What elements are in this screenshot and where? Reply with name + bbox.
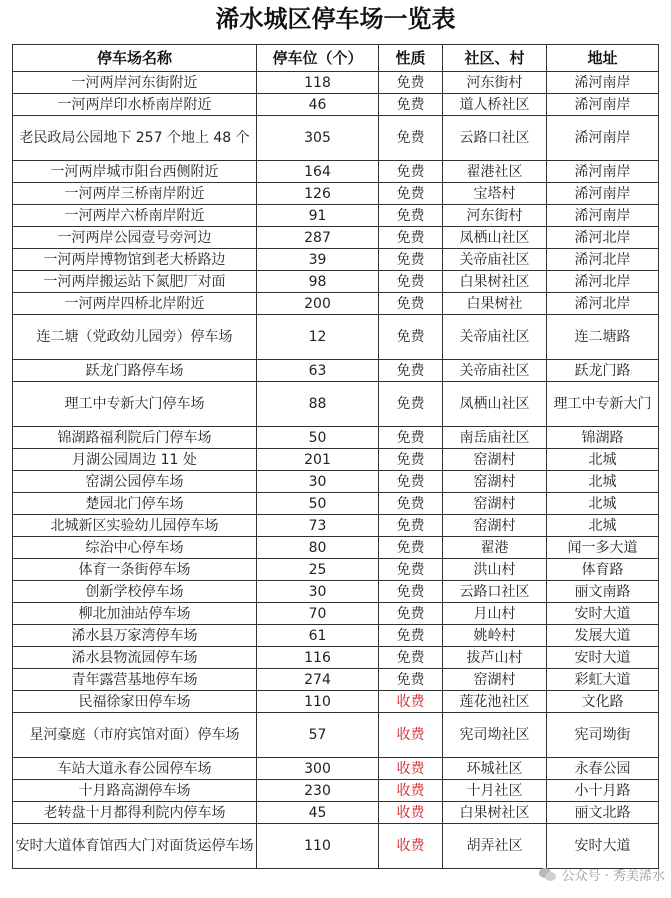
cell-community: 关帝庙社区: [443, 315, 547, 360]
header-address: 地址: [547, 45, 659, 72]
cell-name: 民福徐家田停车场: [13, 691, 257, 713]
cell-community: 关帝庙社区: [443, 249, 547, 271]
watermark-text: 公众号 · 秀美浠水: [561, 869, 665, 884]
table-row: [13, 227, 659, 249]
cell-community: 窑湖村: [443, 669, 547, 691]
table-row: [13, 515, 659, 537]
cell-address: 理工中专新大门: [547, 382, 659, 427]
cell-type: 免费: [379, 382, 443, 427]
cell-type: 收费: [379, 758, 443, 780]
cell-community: 环城社区: [443, 758, 547, 780]
cell-type: 免费: [379, 669, 443, 691]
cell-community: 洪山村: [443, 559, 547, 581]
cell-community: 姚岭村: [443, 625, 547, 647]
cell-name: 连二塘（党政幼儿园旁）停车场: [13, 315, 257, 360]
cell-community: 河东街村: [443, 72, 547, 94]
table-row: [13, 603, 659, 625]
cell-type: 免费: [379, 603, 443, 625]
table-row: [13, 271, 659, 293]
cell-type: 免费: [379, 94, 443, 116]
table-row: [13, 537, 659, 559]
cell-address: 浠河南岸: [547, 183, 659, 205]
cell-spaces: 118: [257, 72, 379, 94]
cell-name: 一河两岸印水桥南岸附近: [13, 94, 257, 116]
cell-name: 创新学校停车场: [13, 581, 257, 603]
cell-community: 窑湖村: [443, 493, 547, 515]
cell-spaces: 73: [257, 515, 379, 537]
cell-name: 一河两岸河东街附近: [13, 72, 257, 94]
watermark: [539, 865, 665, 884]
table-row: [13, 647, 659, 669]
cell-community: 宝塔村: [443, 183, 547, 205]
cell-community: 道人桥社区: [443, 94, 547, 116]
table-row: [13, 449, 659, 471]
table-row: [13, 758, 659, 780]
cell-address: 浠河南岸: [547, 205, 659, 227]
cell-spaces: 80: [257, 537, 379, 559]
cell-type: 免费: [379, 315, 443, 360]
table-row: [13, 581, 659, 603]
cell-spaces: 12: [257, 315, 379, 360]
table-body: [13, 72, 659, 869]
cell-name: 一河两岸城市阳台西侧附近: [13, 161, 257, 183]
cell-spaces: 305: [257, 116, 379, 161]
cell-community: 莲花池社区: [443, 691, 547, 713]
cell-spaces: 46: [257, 94, 379, 116]
cell-community: 云路口社区: [443, 581, 547, 603]
cell-type: 免费: [379, 72, 443, 94]
cell-community: 翟港: [443, 537, 547, 559]
cell-name: 一河两岸公园壹号旁河边: [13, 227, 257, 249]
table-row: [13, 493, 659, 515]
cell-address: 发展大道: [547, 625, 659, 647]
cell-spaces: 110: [257, 691, 379, 713]
table-row: [13, 116, 659, 161]
cell-address: 浠河北岸: [547, 227, 659, 249]
cell-name: 理工中专新大门停车场: [13, 382, 257, 427]
cell-type: 免费: [379, 183, 443, 205]
cell-community: 凤栖山社区: [443, 382, 547, 427]
cell-spaces: 39: [257, 249, 379, 271]
cell-name: 体育一条街停车场: [13, 559, 257, 581]
cell-name: 楚园北门停车场: [13, 493, 257, 515]
cell-name: 浠水县万家湾停车场: [13, 625, 257, 647]
table-row: [13, 802, 659, 824]
cell-community: 宪司坳社区: [443, 713, 547, 758]
cell-type: 免费: [379, 559, 443, 581]
cell-spaces: 57: [257, 713, 379, 758]
cell-type: 免费: [379, 427, 443, 449]
cell-name: 老民政局公园地下 257 个地上 48 个: [13, 116, 257, 161]
cell-type: 免费: [379, 515, 443, 537]
cell-type: 收费: [379, 713, 443, 758]
cell-type: 免费: [379, 581, 443, 603]
cell-address: 浠河北岸: [547, 271, 659, 293]
table-row: [13, 249, 659, 271]
cell-type: 免费: [379, 293, 443, 315]
cell-name: 综治中心停车场: [13, 537, 257, 559]
cell-spaces: 164: [257, 161, 379, 183]
cell-address: 闻一多大道: [547, 537, 659, 559]
table-row: [13, 780, 659, 802]
cell-name: 青年露营基地停车场: [13, 669, 257, 691]
cell-spaces: 287: [257, 227, 379, 249]
cell-spaces: 50: [257, 427, 379, 449]
cell-spaces: 45: [257, 802, 379, 824]
cell-address: 浠河南岸: [547, 94, 659, 116]
cell-name: 锦湖路福利院后门停车场: [13, 427, 257, 449]
cell-address: 北城: [547, 471, 659, 493]
cell-address: 浠河南岸: [547, 116, 659, 161]
cell-spaces: 88: [257, 382, 379, 427]
cell-spaces: 200: [257, 293, 379, 315]
cell-spaces: 116: [257, 647, 379, 669]
cell-type: 免费: [379, 625, 443, 647]
cell-name: 星河豪庭（市府宾馆对面）停车场: [13, 713, 257, 758]
cell-type: 免费: [379, 449, 443, 471]
cell-community: 窑湖村: [443, 515, 547, 537]
cell-community: 南岳庙社区: [443, 427, 547, 449]
cell-spaces: 201: [257, 449, 379, 471]
cell-address: 文化路: [547, 691, 659, 713]
cell-address: 永春公园: [547, 758, 659, 780]
cell-spaces: 274: [257, 669, 379, 691]
cell-type: 免费: [379, 493, 443, 515]
cell-type: 免费: [379, 537, 443, 559]
table-header-row: [13, 45, 659, 72]
cell-spaces: 30: [257, 581, 379, 603]
cell-community: 河东街村: [443, 205, 547, 227]
cell-name: 一河两岸六桥南岸附近: [13, 205, 257, 227]
cell-address: 浠河南岸: [547, 72, 659, 94]
cell-name: 一河两岸四桥北岸附近: [13, 293, 257, 315]
cell-address: 连二塘路: [547, 315, 659, 360]
cell-type: 免费: [379, 161, 443, 183]
cell-spaces: 30: [257, 471, 379, 493]
cell-community: 关帝庙社区: [443, 360, 547, 382]
cell-type: 免费: [379, 360, 443, 382]
cell-address: 丽文北路: [547, 802, 659, 824]
cell-type: 免费: [379, 205, 443, 227]
cell-community: 云路口社区: [443, 116, 547, 161]
cell-name: 一河两岸搬运站下氮肥厂对面: [13, 271, 257, 293]
cell-address: 北城: [547, 515, 659, 537]
cell-name: 柳北加油站停车场: [13, 603, 257, 625]
cell-name: 一河两岸博物馆到老大桥路边: [13, 249, 257, 271]
cell-name: 十月路高湖停车场: [13, 780, 257, 802]
cell-address: 浠河北岸: [547, 293, 659, 315]
cell-type: 收费: [379, 824, 443, 869]
cell-spaces: 98: [257, 271, 379, 293]
header-type: 性质: [379, 45, 443, 72]
cell-type: 收费: [379, 802, 443, 824]
cell-name: 浠水县物流园停车场: [13, 647, 257, 669]
cell-address: 锦湖路: [547, 427, 659, 449]
header-community: 社区、村: [443, 45, 547, 72]
header-spaces: 停车位（个）: [257, 45, 379, 72]
cell-address: 体育路: [547, 559, 659, 581]
table-row: [13, 669, 659, 691]
cell-type: 收费: [379, 691, 443, 713]
table-row: [13, 471, 659, 493]
table-row: [13, 315, 659, 360]
cell-community: 窑湖村: [443, 471, 547, 493]
table-row: [13, 824, 659, 869]
cell-spaces: 63: [257, 360, 379, 382]
cell-name: 老转盘十月都得利院内停车场: [13, 802, 257, 824]
table-row: [13, 382, 659, 427]
table-row: [13, 713, 659, 758]
cell-address: 安时大道: [547, 647, 659, 669]
cell-type: 免费: [379, 647, 443, 669]
page-title: 浠水城区停车场一览表: [215, 5, 456, 33]
cell-address: 宪司坳街: [547, 713, 659, 758]
cell-community: 翟港社区: [443, 161, 547, 183]
cell-spaces: 91: [257, 205, 379, 227]
table-row: [13, 293, 659, 315]
table-row: [13, 183, 659, 205]
table-row: [13, 161, 659, 183]
cell-address: 小十月路: [547, 780, 659, 802]
cell-name: 月湖公园周边 11 处: [13, 449, 257, 471]
table-row: [13, 625, 659, 647]
cell-type: 免费: [379, 227, 443, 249]
cell-address: 安时大道: [547, 824, 659, 869]
cell-address: 北城: [547, 493, 659, 515]
cell-name: 跃龙门路停车场: [13, 360, 257, 382]
parking-table: [12, 44, 659, 869]
cell-address: 丽文南路: [547, 581, 659, 603]
table-row: [13, 94, 659, 116]
cell-address: 安时大道: [547, 603, 659, 625]
header-name: 停车场名称: [13, 45, 257, 72]
cell-spaces: 61: [257, 625, 379, 647]
cell-spaces: 126: [257, 183, 379, 205]
cell-spaces: 110: [257, 824, 379, 869]
cell-address: 彩虹大道: [547, 669, 659, 691]
cell-community: 凤栖山社区: [443, 227, 547, 249]
cell-community: 月山村: [443, 603, 547, 625]
cell-community: 十月社区: [443, 780, 547, 802]
cell-community: 窑湖村: [443, 449, 547, 471]
cell-community: 白果树社: [443, 293, 547, 315]
cell-type: 免费: [379, 116, 443, 161]
cell-name: 一河两岸三桥南岸附近: [13, 183, 257, 205]
cell-address: 浠河北岸: [547, 249, 659, 271]
cell-spaces: 70: [257, 603, 379, 625]
table-row: [13, 559, 659, 581]
cell-spaces: 300: [257, 758, 379, 780]
cell-community: 胡弄社区: [443, 824, 547, 869]
cell-address: 浠河南岸: [547, 161, 659, 183]
cell-spaces: 25: [257, 559, 379, 581]
wechat-icon: [539, 867, 557, 882]
table-row: [13, 205, 659, 227]
cell-type: 收费: [379, 780, 443, 802]
cell-community: 拔芦山村: [443, 647, 547, 669]
cell-name: 车站大道永春公园停车场: [13, 758, 257, 780]
cell-type: 免费: [379, 249, 443, 271]
table-row: [13, 427, 659, 449]
cell-address: 北城: [547, 449, 659, 471]
cell-type: 免费: [379, 271, 443, 293]
cell-spaces: 230: [257, 780, 379, 802]
cell-community: 白果树社区: [443, 802, 547, 824]
cell-address: 跃龙门路: [547, 360, 659, 382]
cell-community: 白果树社区: [443, 271, 547, 293]
cell-name: 窑湖公园停车场: [13, 471, 257, 493]
cell-name: 北城新区实验幼儿园停车场: [13, 515, 257, 537]
cell-spaces: 50: [257, 493, 379, 515]
table-row: [13, 360, 659, 382]
table-row: [13, 691, 659, 713]
cell-type: 免费: [379, 471, 443, 493]
cell-name: 安时大道体育馆西大门对面货运停车场: [13, 824, 257, 869]
table-row: [13, 72, 659, 94]
